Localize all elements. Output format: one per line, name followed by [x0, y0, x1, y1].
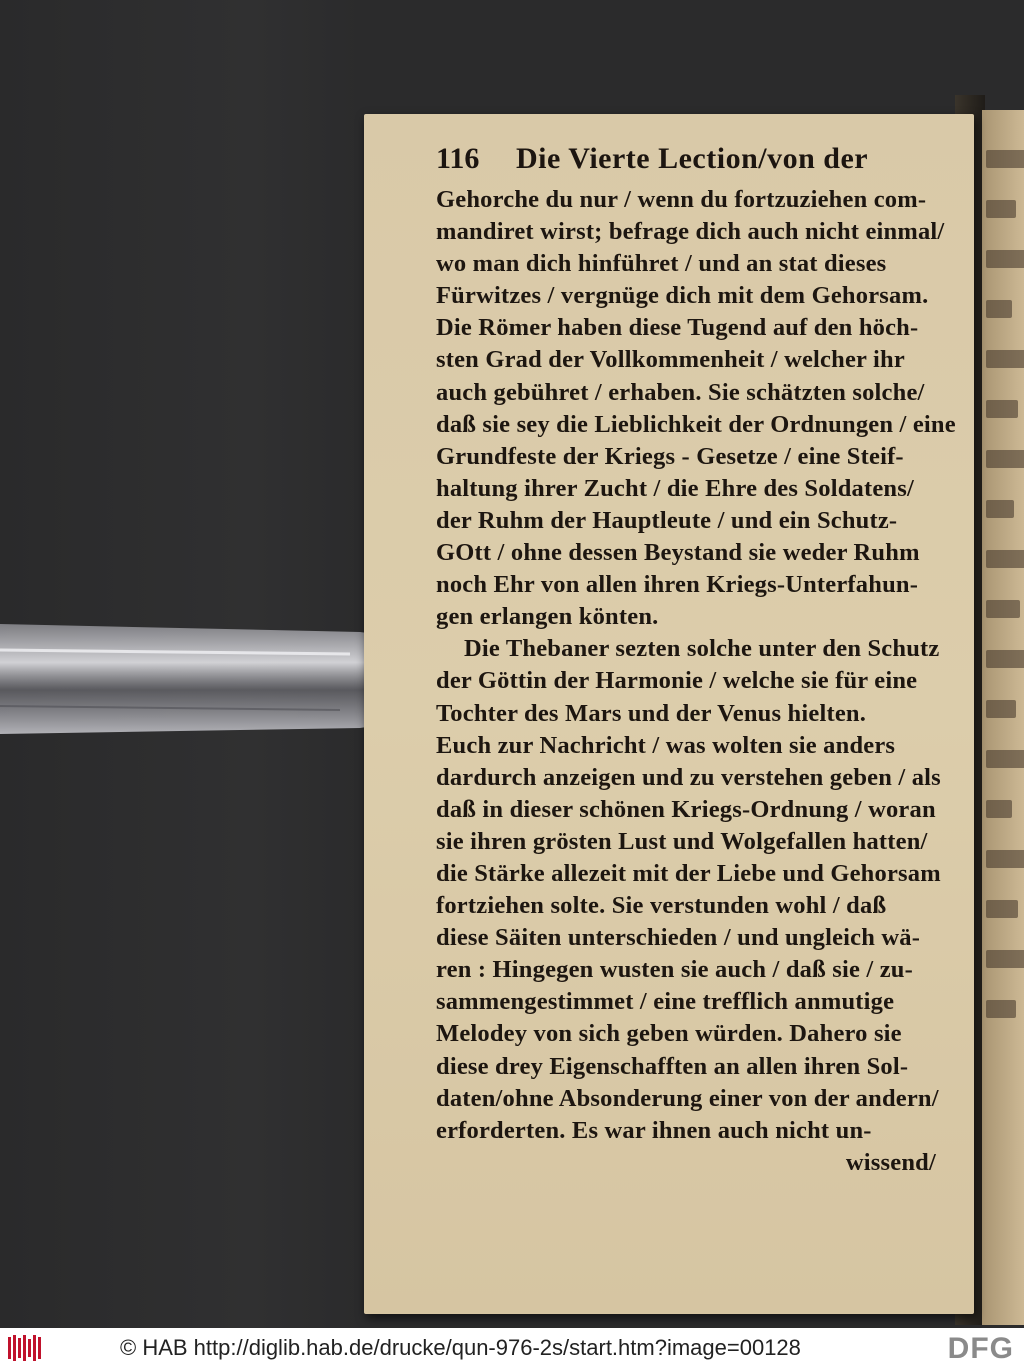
- text-line: Tochter des Mars und der Venus hielten.: [436, 699, 867, 727]
- text-line: auch gebühret / erhaben. Sie schätzten solche/: [436, 378, 925, 406]
- text-line: der Ruhm der Hauptleute / und ein Schutz-: [436, 506, 898, 534]
- text-line: der Göttin der Harmonie / welche sie für eine: [436, 667, 918, 695]
- text-line: diese drey Eigenschafften an allen ihren Sol-: [436, 1052, 909, 1080]
- text-line: Die Römer haben diese Tugend auf den höch-: [436, 314, 919, 342]
- text-line: ren : Hingegen wusten sie auch / daß sie / zu-: [436, 956, 913, 984]
- text-line: Euch zur Nachricht / was wolten sie anders: [436, 731, 896, 759]
- text-line: Gehorche du nur / wenn du fortzuziehen com-: [436, 186, 927, 213]
- glass-weight-strip: [0, 620, 410, 740]
- running-head: Die Vierte Lection/von der: [516, 142, 869, 175]
- catchword: wissend/: [845, 1148, 936, 1176]
- book-page: [364, 114, 974, 1314]
- hab-logo: [8, 1334, 48, 1362]
- page-number: 116: [436, 142, 480, 175]
- text-line: sie ihren grösten Lust und Wolgefallen hatten/: [436, 827, 928, 855]
- text-line: GOtt / ohne dessen Beystand sie weder Ruhm: [436, 539, 920, 567]
- text-line: sten Grad der Vollkommenheit / welcher ihr: [436, 346, 905, 374]
- text-line: gen erlangen könten.: [436, 603, 659, 631]
- adjacent-page-edge: [982, 110, 1024, 1325]
- text-line: diese Säiten unterschieden / und ungleich wä-: [436, 924, 921, 952]
- text-line: mandiret wirst; befrage dich auch nicht einmal/: [436, 218, 945, 246]
- dfg-logo: DFG: [947, 1332, 1014, 1365]
- text-line: Grundfeste der Kriegs - Gesetze / eine Steif-: [436, 442, 904, 470]
- text-line: Fürwitzes / vergnüge dich mit dem Gehorsam.: [436, 282, 929, 310]
- text-line: Melodey von sich geben würden. Dahero sie: [436, 1020, 902, 1048]
- text-line: sammengestimmet / eine trefflich anmutige: [436, 988, 895, 1016]
- text-line: dardurch anzeigen und zu verstehen geben / als: [436, 763, 941, 791]
- footer-bar: [0, 1328, 1024, 1368]
- page-header: [436, 142, 956, 180]
- text-line: wo man dich hinführet / und an stat dieses: [436, 250, 887, 278]
- text-line: daten/ohne Absonderung einer von der andern/: [436, 1084, 939, 1112]
- text-line: daß sie sey die Lieblichkeit der Ordnungen / eine: [436, 410, 956, 438]
- text-line: erforderten. Es war ihnen auch nicht un-: [436, 1116, 872, 1144]
- text-line: daß in dieser schönen Kriegs-Ordnung / woran: [436, 795, 936, 823]
- page-text-block: [436, 142, 956, 1179]
- text-lines: [436, 184, 956, 1147]
- text-line: die Stärke allezeit mit der Liebe und Gehorsam: [436, 859, 941, 887]
- text-line: noch Ehr von allen ihren Kriegs-Unterfahun-: [436, 571, 919, 599]
- text-line: Die Thebaner sezten solche unter den Schutz: [464, 635, 940, 663]
- text-line: haltung ihrer Zucht / die Ehre des Soldatens/: [436, 474, 914, 502]
- copyright-url: © HAB http://diglib.hab.de/drucke/qun-976-2s/start.htm?image=00128: [120, 1335, 801, 1360]
- text-line: fortziehen solte. Sie verstunden wohl / daß: [436, 892, 887, 920]
